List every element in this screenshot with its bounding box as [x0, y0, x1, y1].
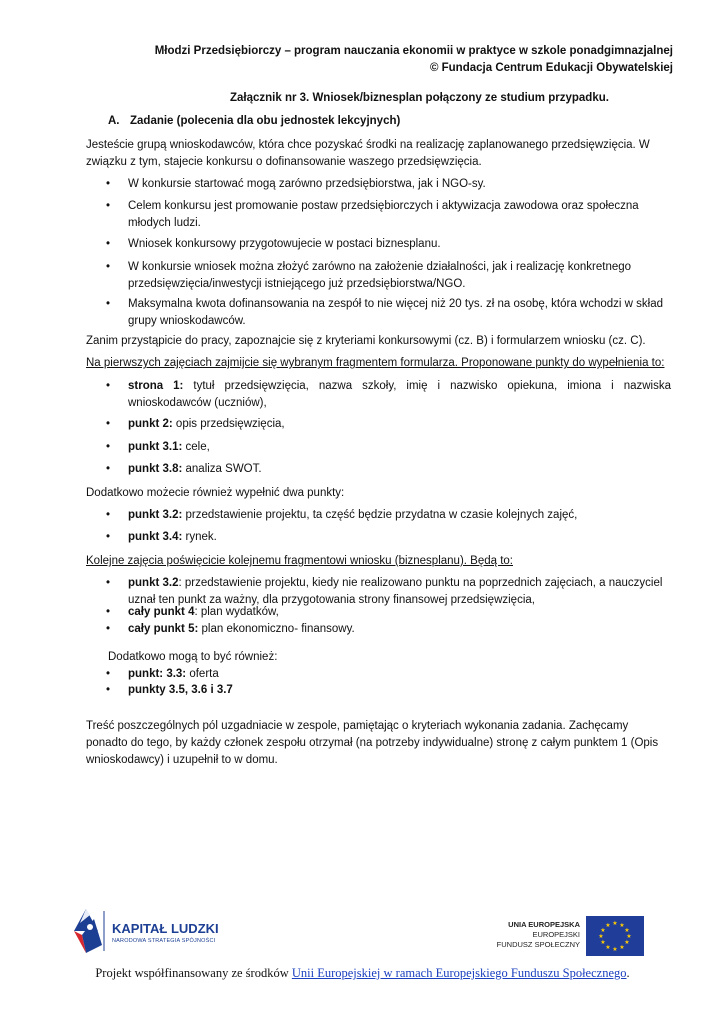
bullet-icon: •: [106, 441, 111, 453]
bullet-icon: •: [106, 531, 111, 543]
bullet-icon: •: [106, 298, 111, 310]
list-item: • punkt 3.8: analiza SWOT.: [106, 461, 671, 478]
bullet-icon: •: [106, 418, 111, 430]
eu-line-3: FUNDUSZ SPOŁECZNY: [496, 940, 580, 949]
bullet-icon: •: [106, 577, 111, 589]
bullet-icon: •: [106, 623, 111, 635]
intro-paragraph: Jesteście grupą wnioskodawców, która chce pozyskać środki na realizację zaplanowanego przedsięwzięcia. W związku z tym, stajecie konkursu o dofinansowanie waszego przedsięwzięcia.: [86, 139, 650, 168]
additional-paragraph: Dodatkowo możecie również wypełnić dwa punkty:: [86, 487, 345, 499]
svg-text:★: ★: [600, 927, 606, 934]
bullet-icon: •: [106, 238, 111, 250]
bullet-icon: •: [106, 606, 111, 618]
eu-line-1: UNIA EUROPEJSKA: [508, 920, 580, 929]
bullet-icon: •: [106, 178, 111, 190]
bullet-icon: •: [106, 509, 111, 521]
list-item: • punkt: 3.3: oferta: [106, 666, 671, 683]
start-paragraph: Zanim przystąpicie do pracy, zapoznajcie się z kryteriami konkursowymi (cz. B) i formularzem wniosku (cz. C).: [86, 335, 646, 347]
svg-text:★: ★: [605, 922, 611, 929]
eu-flag-icon: [586, 916, 644, 956]
list-item: • punkt 2: opis przedsięwzięcia,: [106, 416, 671, 433]
list-item: • cały punkt 4: plan wydatków,: [106, 604, 671, 621]
bullet-icon: •: [106, 463, 111, 475]
header-line-2: © Fundacja Centrum Edukacji Obywatelskiej: [429, 62, 673, 74]
svg-text:★: ★: [619, 944, 625, 951]
svg-text:★: ★: [605, 944, 611, 951]
list-item: • punkty 3.5, 3.6 i 3.7: [106, 682, 671, 699]
svg-text:★: ★: [619, 922, 625, 929]
bullet-icon: •: [106, 261, 111, 273]
svg-text:★: ★: [626, 933, 632, 940]
bullet-icon: •: [106, 668, 111, 680]
section-a-heading: [108, 115, 400, 127]
list-item: • punkt 3.2: przedstawienie projektu, ta część będzie przydatna w czasie kolejnych zajęć,: [106, 507, 671, 524]
kapital-ludzki-logo: [72, 905, 222, 957]
list-item: • punkt 3.2: przedstawienie projektu, kiedy nie realizowano punktu na poprzednich zajęciach, a nauczyciel uznał ten punkt za ważny, dla przygotowania strony finansowej przedsięwzięcia,: [106, 577, 663, 606]
bullet-icon: •: [106, 684, 111, 696]
header-line-1: Młodzi Przedsiębiorczy – program nauczania ekonomii w praktyce w szkole ponadgimnazjalnej: [154, 45, 673, 57]
kapital-ludzki-title: KAPITAŁ LUDZKI: [112, 921, 219, 936]
kapital-ludzki-subtitle: NARODOWA STRATEGIA SPÓJNOŚCI: [112, 938, 216, 944]
svg-text:★: ★: [598, 933, 604, 940]
svg-text:★: ★: [624, 939, 630, 946]
svg-text:★: ★: [600, 939, 606, 946]
footer-caption: Projekt współfinansowany ze środków Unii Europejskiej w ramach Europejskiego Funduszu Społecznego.: [95, 966, 630, 980]
section-a-number: A.: [108, 115, 120, 127]
footer-link[interactable]: Unii Europejskiej w ramach Europejskiego Funduszu Społecznego: [291, 966, 627, 980]
eu-line-2: EUROPEJSKI: [532, 930, 580, 939]
list-item: • Maksymalna kwota dofinansowania na zespół to nie więcej niż 20 tys. zł na osobę, która wchodzi w skład grupy wnioskodawców.: [106, 298, 664, 327]
list-item: • Celem konkursu jest promowanie postaw przedsiębiorczych i aktywizacja zawodowa oraz społeczna młodych ludzi.: [106, 200, 639, 229]
list-item: • punkt 3.1: cele,: [106, 439, 671, 456]
bullet-icon: •: [106, 380, 111, 392]
list-item: • W konkursie wniosek można złożyć zarówno na założenie działalności, jak i realizację konkretnego przedsięwzięcia/inwestycji istniejącego już przedsiębiorstwa/NGO.: [106, 261, 632, 290]
list-item: • strona 1: tytuł przedsięwzięcia, nazwa szkoły, imię i nazwisko opiekuna, imiona i nazwiska wnioskodawców (uczniów),: [106, 380, 671, 409]
document-title: Załącznik nr 3. Wniosek/biznesplan połączony ze studium przypadku.: [230, 92, 609, 104]
section-a-label: Zadanie (polecenia dla obu jednostek lekcyjnych): [130, 115, 401, 127]
list-item: • Wniosek konkursowy przygotowujecie w postaci biznesplanu.: [106, 236, 671, 253]
also-paragraph: Dodatkowo mogą to być również:: [108, 651, 278, 663]
closing-paragraph: Treść poszczególnych pól uzgadniacie w zespole, pamiętając o kryteriach wykonania zadania. Zachęcamy ponadto do tego, by każdy członek zespołu otrzymał (na potrzeby indywidualne) stronę z całym punktem 1 (Opis wnioskodawcy) i uzupełnił to w domu.: [86, 720, 659, 766]
list-item: • cały punkt 5: plan ekonomiczno- finansowy.: [106, 621, 671, 638]
svg-text:★: ★: [612, 920, 618, 927]
bullet-icon: •: [106, 200, 111, 212]
list-item: • W konkursie startować mogą zarówno przedsiębiorstwa, jak i NGO-sy.: [106, 176, 671, 193]
svg-text:★: ★: [612, 946, 618, 953]
first-classes-paragraph: Na pierwszych zajęciach zajmijcie się wybranym fragmentem formularza. Proponowane punkty do wypełnienia to:: [86, 357, 665, 369]
list-item: • punkt 3.4: rynek.: [106, 529, 671, 546]
next-classes-paragraph: Kolejne zajęcia poświęcicie kolejnemu fragmentowi wniosku (biznesplanu). Będą to:: [86, 555, 514, 567]
svg-text:★: ★: [624, 927, 630, 934]
eu-logo: [488, 912, 648, 957]
